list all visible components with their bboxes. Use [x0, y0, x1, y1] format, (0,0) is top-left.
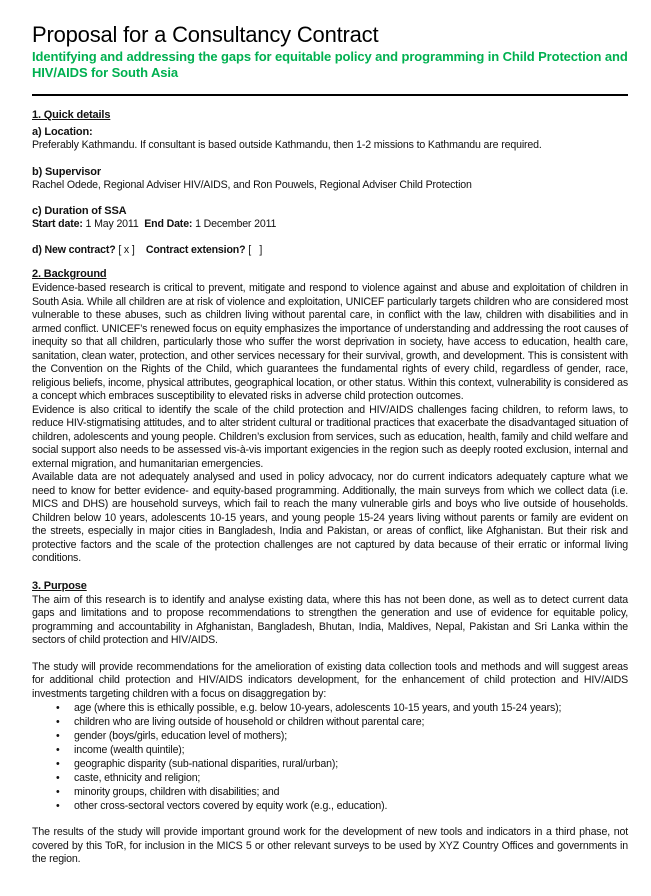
new-contract-label: d) New contract? [32, 243, 116, 256]
list-item-text: other cross-sectoral vectors covered by equity work (e.g., education). [74, 800, 388, 812]
list-item [32, 729, 628, 743]
start-date-value: 1 May 2011 [85, 218, 139, 230]
section-heading-purpose: 3. Purpose [32, 579, 87, 592]
list-item [32, 799, 628, 813]
purpose-paragraph: The results of the study will provide important ground work for the development of new tools and indicators in a third phase, not covered by this ToR, for inclusion in the MICS 5 or other relevant surveys to be used by XYZ Country Offices and governments in the region. [32, 826, 628, 865]
bullet-icon: • [56, 730, 60, 742]
section-quick-details [32, 108, 628, 257]
list-item [32, 743, 628, 757]
section-background [32, 267, 628, 566]
section-heading-quick-details: 1. Quick details [32, 109, 111, 121]
list-item [32, 715, 628, 729]
bullet-icon: • [56, 716, 60, 728]
duration-dates [32, 218, 628, 232]
background-paragraph: Available data are not adequately analysed and used in policy advocacy, nor do current indicators adequately capture what we need to know for better evidence- and equity-based programming. Additionally, the main surveys from which we collect data (i.e. MICS and DHS) are household surveys, which fail to reach the many vulnerable girls and boys who live outside of households. Children below 10 years, adolescents 10-15 years, and young people 15-24 years living without parents or family are evident on the streets, especially in major cities in Bangladesh, India and Pakistan, or areas of conflict, like Afghanistan. But their risk and protective factors and the scale of the protection challenges are not captured by data because of their erratic or informal living conditions. [32, 471, 628, 564]
bullet-icon: • [56, 786, 60, 798]
document-subtitle: Identifying and addressing the gaps for equitable policy and programming in Child Protection and HIV/AIDS for South Asia [32, 49, 628, 80]
supervisor-value: Rachel Odede, Regional Adviser HIV/AIDS, and Ron Pouwels, Regional Adviser Child Protection [32, 178, 472, 191]
new-contract-checkbox[interactable]: [ x ] [118, 243, 135, 256]
list-item-text: geographic disparity (sub-national disparities, rural/urban); [74, 758, 339, 770]
list-item-text: income (wealth quintile); [74, 744, 185, 756]
section-heading-background: 2. Background [32, 268, 107, 280]
header-divider [32, 94, 628, 96]
list-item-text: gender (boys/girls, education level of mothers); [74, 730, 288, 742]
list-item-text: age (where this is ethically possible, e.g. below 10-years, adolescents 10-15 years, and youth 15-24 years); [74, 702, 562, 714]
list-item-text: children who are living outside of household or children without parental care; [74, 716, 425, 728]
document-page [32, 22, 628, 867]
location-value: Preferably Kathmandu. If consultant is based outside Kathmandu, then 1-2 missions to Kathmandu are required. [32, 139, 542, 151]
duration-label: c) Duration of SSA [32, 205, 127, 217]
purpose-paragraph: The study will provide recommendations for the amelioration of existing data collection tools and methods and will suggest areas for additional child protection and HIV/AIDS indicators development, for the enhancement of child protection and HIV/AIDS investments targeting children with a focus on disaggregation by: [32, 660, 628, 700]
start-date-label: Start date: [32, 218, 83, 230]
list-item [32, 701, 628, 715]
supervisor-label: b) Supervisor [32, 165, 101, 178]
list-item-text: minority groups, children with disabilities; and [74, 786, 280, 798]
list-item [32, 785, 628, 799]
end-date-value: 1 December 2011 [195, 218, 277, 230]
background-paragraph: Evidence-based research is critical to prevent, mitigate and respond to violence against and abuse and exploitation of children in South Asia. While all children are at risk of violence and exploitation, UNICEF particularly targets children who are considered most vulnerable to these abuses, such as children living without parental care, in conflict with the law, children with disabilities and in armed conflict. UNICEF’s renewed focus on equity emphasizes the importance of understanding and addressing the root causes of inequity so that all children, particularly those who suffer the worst deprivation in society, have access to education, health care, sanitation, clean water, protection, and other services necessary for their survival, growth, and development. This is consistent with the Convention on the Rights of the Child, which guarantees the fundamental rights of every child, regardless of gender, race, religious beliefs, income, physical attributes, geographical location, or other status. Within this context, vulnerability is considered as a concept which embraces susceptibility to elevated risks in adverse child protection outcomes. [32, 282, 628, 402]
document-title: Proposal for a Consultancy Contract [32, 22, 379, 47]
bullet-icon: • [56, 800, 60, 812]
document-body [32, 108, 628, 867]
bullet-icon: • [56, 744, 60, 756]
bullet-icon: • [56, 772, 60, 784]
purpose-paragraph: The aim of this research is to identify and analyse existing data, where this has not been done, as well as to detect current data gaps and limitations and to propose recommendations to strengthen the generation and use of evidence for equitable policy, programming and accountability in Afghanistan, Bangladesh, Bhutan, India, Maldives, Nepal, Pakistan and Sri Lanka within the sectors of child protection and HIV/AIDS. [32, 593, 628, 646]
location-label: a) Location: [32, 126, 93, 138]
contract-type-line [32, 244, 628, 258]
contract-extension-label: Contract extension? [145, 243, 246, 256]
contract-extension-checkbox[interactable]: [ ] [248, 243, 263, 256]
list-item [32, 757, 628, 771]
section-purpose [32, 579, 628, 867]
disaggregation-list [32, 701, 628, 813]
end-date-label: End Date: [144, 218, 193, 230]
list-item [32, 771, 628, 785]
bullet-icon: • [56, 702, 60, 714]
bullet-icon: • [56, 758, 60, 770]
background-paragraph: Evidence is also critical to identify the scale of the child protection and HIV/AIDS challenges facing children, to reform laws, to reduce HIV-stigmatising attitudes, and to alter strident cultural or traditional practices that exacerbate the disadvantaged situation of children, adolescents and young people. Children’s exclusion from services, such as education, health, family and child welfare and social support also needs to be assessed vis-à-vis important exigencies in the region such as deeply rooted exclusion, internal and external migration, and humanitarian emergencies. [32, 403, 628, 470]
list-item-text: caste, ethnicity and religion; [74, 772, 201, 784]
